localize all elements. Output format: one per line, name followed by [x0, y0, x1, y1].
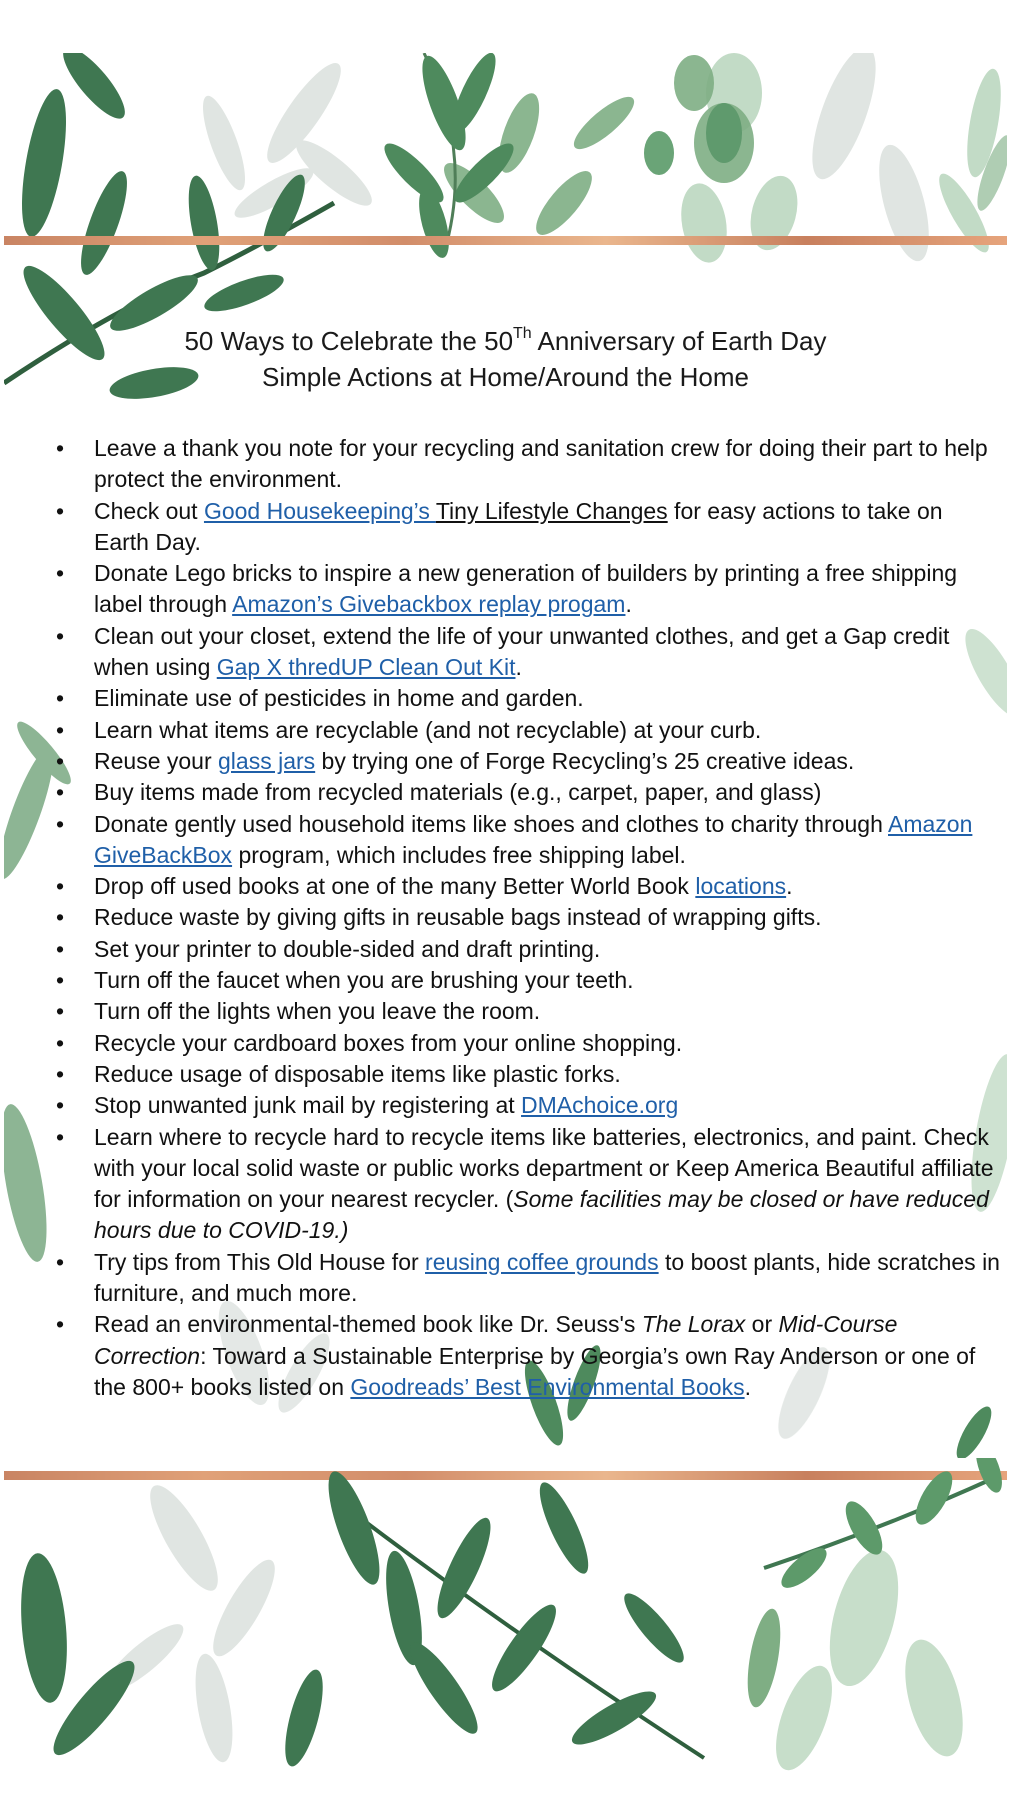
title-line-1: 50 Ways to Celebrate the 50Th Anniversary of Earth Day — [184, 325, 827, 356]
list-item: • Learn what items are recyclable (and not recyclable) at your curb. — [50, 715, 1000, 746]
goodreads-books-link[interactable]: Goodreads’ Best Environmental Books — [350, 1373, 745, 1400]
list-item: • Learn where to recycle hard to recycle items like batteries, electronics, and paint. Check with your local solid waste or public works department or Keep America Beautiful affiliate for information on your nearest recycler. (Some facilities may be closed or have reduced hours due to COVID-19.) — [50, 1122, 1000, 1247]
list-item: • Try tips from This Old House for reusing coffee grounds to boost plants, hide scratches in furniture, and much more. — [50, 1247, 1000, 1310]
list-item: • Reduce usage of disposable items like plastic forks. — [50, 1059, 1000, 1090]
poster-title — [4, 323, 1007, 395]
tiny-lifestyle-changes-text: Tiny Lifestyle Changes — [435, 497, 668, 524]
list-item: • Stop unwanted junk mail by registering at DMAchoice.org — [50, 1090, 1000, 1121]
poster-card — [4, 53, 1007, 1773]
gap-thredup-link[interactable]: Gap X thredUP Clean Out Kit — [216, 654, 516, 681]
list-item: • Drop off used books at one of the many Better World Book locations. — [50, 871, 1000, 902]
list-item: • Donate Lego bricks to inspire a new generation of builders by printing a free shipping label through Amazon’s Givebackbox replay progam. — [50, 558, 1000, 621]
list-item: • Turn off the faucet when you are brushing your teeth. — [50, 965, 1000, 996]
list-item: • Turn off the lights when you leave the room. — [50, 996, 1000, 1027]
list-item: • Read an environmental-themed book like Dr. Seuss's The Lorax or Mid-Course Correction: Toward a Sustainable Enterprise by Georgia’s own Ray Anderson or one of the 800+ books listed on Goodreads’ Best Environmental Books. — [50, 1309, 1000, 1403]
amazon-givebackbox-link[interactable]: Amazon GiveBackBox — [94, 810, 973, 868]
list-item: • Leave a thank you note for your recycling and sanitation crew for doing their part to help protect the environment. — [50, 433, 1000, 496]
list-item: • Buy items made from recycled materials (e.g., carpet, paper, and glass) — [50, 777, 1000, 808]
earth-day-action-list — [50, 433, 1000, 1403]
better-world-book-locations-link[interactable]: locations — [695, 873, 787, 900]
list-item: • Eliminate use of pesticides in home and garden. — [50, 683, 1000, 714]
glass-jars-link[interactable]: glass jars — [218, 747, 316, 774]
dmachoice-link[interactable]: DMAchoice.org — [521, 1092, 679, 1119]
good-housekeeping-link[interactable]: Good Housekeeping’s — [203, 497, 436, 524]
list-item: • Clean out your closet, extend the life of your unwanted clothes, and get a Gap credit when using Gap X thredUP Clean Out Kit. — [50, 621, 1000, 684]
list-item: • Set your printer to double-sided and draft printing. — [50, 934, 1000, 965]
reusing-coffee-grounds-link[interactable]: reusing coffee grounds — [425, 1248, 659, 1275]
bottom-leaf-decoration — [4, 1458, 1007, 1773]
list-item: • Check out Good Housekeeping’s Tiny Lifestyle Changes for easy actions to take on Earth Day. — [50, 496, 1000, 559]
list-item: • Donate gently used household items like shoes and clothes to charity through Amazon GiveBackBox program, which includes free shipping label. — [50, 809, 1000, 872]
title-line-2: Simple Actions at Home/Around the Home — [261, 362, 750, 392]
list-item: • Recycle your cardboard boxes from your online shopping. — [50, 1028, 1000, 1059]
amazon-givebackbox-replay-link[interactable]: Amazon’s Givebackbox replay progam — [232, 591, 626, 618]
list-item: • Reduce waste by giving gifts in reusable bags instead of wrapping gifts. — [50, 902, 1000, 933]
list-item: • Reuse your glass jars by trying one of Forge Recycling’s 25 creative ideas. — [50, 746, 1000, 777]
